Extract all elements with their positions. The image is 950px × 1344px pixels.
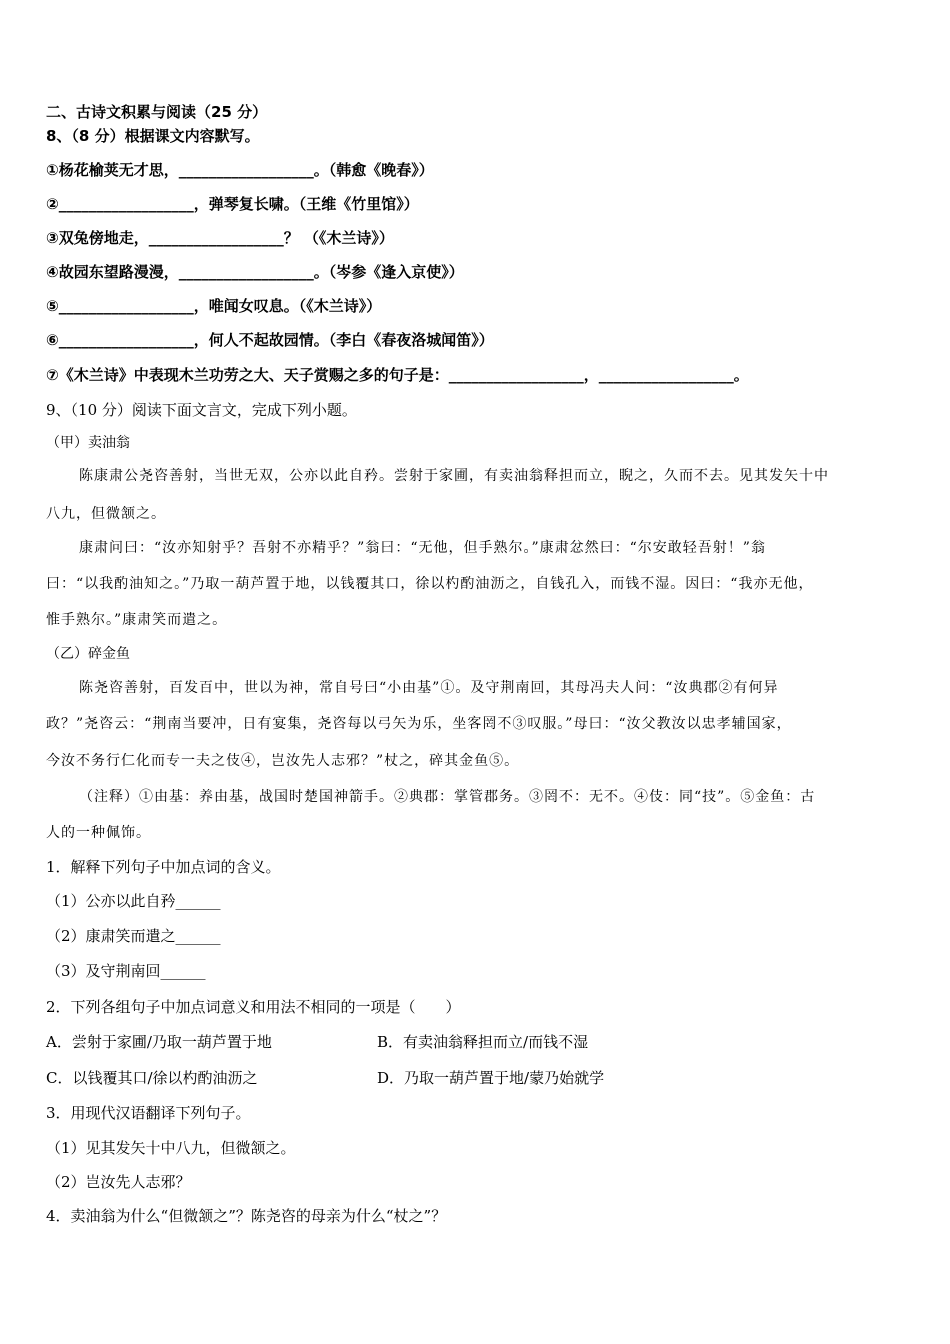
sub1-item: （2）康肃笑而遣之______	[46, 927, 221, 945]
passage-a-line: 八九，但微颔之。	[46, 506, 166, 522]
passage-b-title: （乙）碎金鱼	[46, 646, 130, 662]
passage-b-line: 政？”尧咨云：“荆南当要冲，日有宴集，尧咨每以弓矢为乐，坐客罔不③叹服。”母曰：“汝父教汝以忠孝辅国家，	[46, 716, 792, 732]
passage-b-line: 今汝不务行仁化而专一夫之伎④，岂汝先人志邪？”杖之，碎其金鱼⑤。	[46, 753, 520, 769]
passage-a-line: 惟手熟尔。”康肃笑而遣之。	[46, 612, 228, 628]
q8-stem: 8、（8 分）根据课文内容默写。	[46, 127, 260, 145]
option-d: D．乃取一葫芦置于地/蒙乃始就学	[377, 1069, 605, 1087]
notes-line: 人的一种佩饰。	[46, 825, 151, 841]
passage-a-line: 陈康肃公尧咨善射，当世无双，公亦以此自矜。尝射于家圃，有卖油翁释担而立，睨之，久而不去。见其发矢十中	[79, 468, 829, 484]
q8-item-4: ④故园东望路漫漫，__________________。（岑参《逢入京使》）	[46, 263, 464, 281]
option-c: C．以钱覆其口/徐以杓酌油沥之	[46, 1069, 258, 1087]
option-b: B．有卖油翁释担而立/而钱不湿	[377, 1033, 589, 1051]
passage-a-line: 曰：“以我酌油知之。”乃取一葫芦置于地，以钱覆其口，徐以杓酌油沥之，自钱孔入，而钱不湿。因曰：“我亦无他，	[46, 576, 814, 592]
passage-a-line: 康肃问曰：“汝亦知射乎？吾射不亦精乎？”翁曰：“无他，但手熟尔。”康肃忿然曰：“尔安敢轻吾射！”翁	[79, 540, 766, 556]
sub3-item: （1）见其发矢十中八九，但微颔之。	[46, 1139, 296, 1157]
option-a: A．尝射于家圃/乃取一葫芦置于地	[46, 1033, 272, 1051]
sub2-stem: 2．下列各组句子中加点词意义和用法不相同的一项是（ ）	[46, 998, 461, 1016]
q8-item-2: ②__________________，弹琴复长啸。（王维《竹里馆》）	[46, 195, 419, 213]
q8-item-6: ⑥__________________，何人不起故园情。（李白《春夜洛城闻笛》）	[46, 331, 494, 349]
section-title: 二、古诗文积累与阅读（25 分）	[46, 103, 268, 121]
notes-line: （注释）①由基：养由基，战国时楚国神箭手。②典郡：掌管郡务。③罔不：无不。④伎：同“技”。⑤金鱼：古	[79, 789, 816, 805]
sub1-item: （1）公亦以此自矜______	[46, 892, 221, 910]
q8-item-1: ①杨花榆荚无才思，__________________。（韩愈《晚春》）	[46, 161, 434, 179]
q8-item-5: ⑤__________________，唯闻女叹息。（《木兰诗》）	[46, 297, 382, 315]
passage-b-line: 陈尧咨善射，百发百中，世以为神，常自号曰“小由基”①。及守荆南回，其母冯夫人问：“汝典郡②有何异	[79, 680, 779, 696]
sub3-stem: 3．用现代汉语翻译下列句子。	[46, 1104, 251, 1122]
sub1-stem: 1．解释下列句子中加点词的含义。	[46, 858, 281, 876]
q8-item-3: ③双兔傍地走，__________________？ （《木兰诗》）	[46, 229, 394, 247]
sub1-item: （3）及守荆南回______	[46, 962, 206, 980]
passage-a-title: （甲）卖油翁	[46, 435, 130, 451]
sub4-stem: 4．卖油翁为什么“但微颔之”？陈尧咨的母亲为什么“杖之”？	[46, 1207, 447, 1225]
sub3-item: （2）岂汝先人志邪？	[46, 1173, 191, 1191]
q8-item-7: ⑦《木兰诗》中表现木兰功劳之大、天子赏赐之多的句子是：__________________，__________________。	[46, 366, 749, 384]
q9-stem: 9、（10 分）阅读下面文言文，完成下列小题。	[46, 401, 357, 419]
